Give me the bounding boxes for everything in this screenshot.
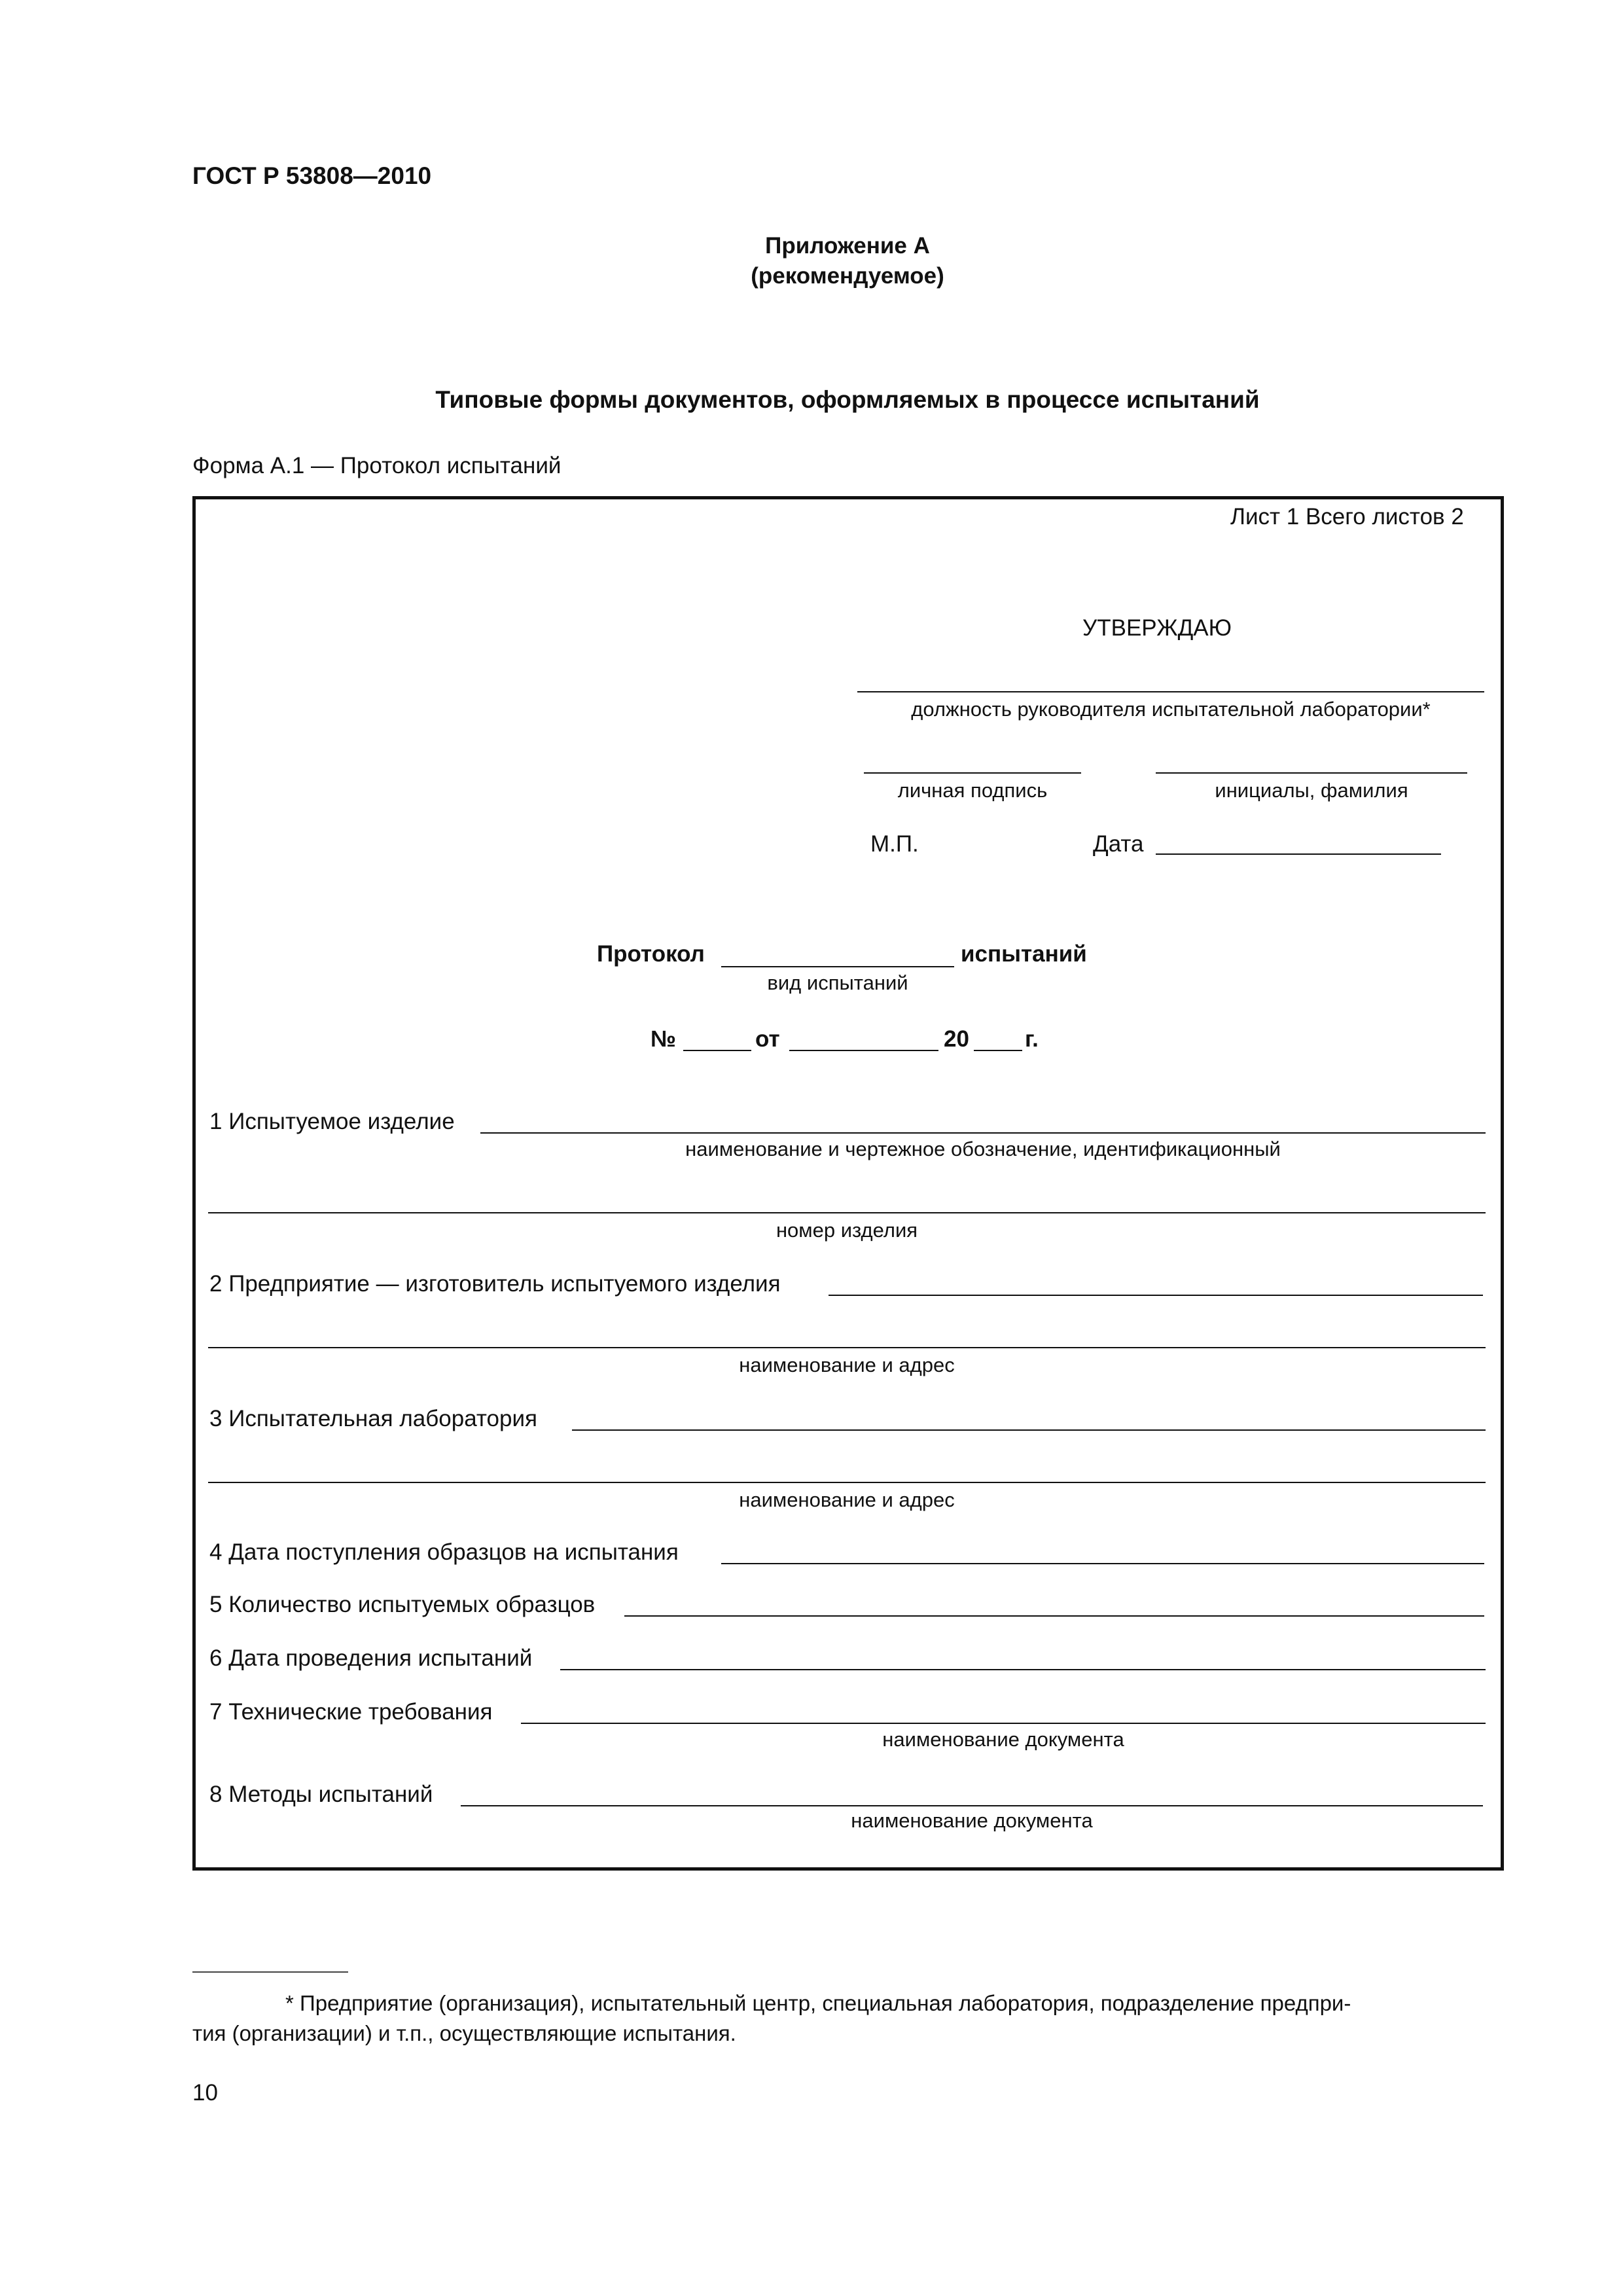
footnote-line-2: тия (организации) и т.п., осуществляющие испытания. [192,2021,736,2045]
item-1-caption-2: номер изделия [776,1219,918,1242]
protocol-date-line[interactable] [789,1050,938,1051]
footnote-line-1: * Предприятие (организация), испытательный центр, специальная лаборатория, подразделение предпри- [285,1991,1351,2015]
item-1-line[interactable] [480,1132,1486,1134]
position-caption: должность руководителя испытательной лаборатории* [911,698,1431,721]
seal-label: М.П. [870,831,919,857]
item-4-label: 4 Дата поступления образцов на испытания [209,1539,679,1565]
item-1-line-2[interactable] [208,1212,1486,1213]
name-caption: инициалы, фамилия [1215,779,1408,802]
section-title: Типовые формы документов, оформляемых в процессе испытаний [435,386,1260,413]
item-7-label: 7 Технические требования [209,1699,493,1725]
tests-label: испытаний [961,941,1087,967]
position-line[interactable] [857,691,1484,692]
item-3-line[interactable] [572,1429,1486,1431]
year-line[interactable] [974,1050,1022,1051]
sheet-info: Лист 1 Всего листов 2 [1230,504,1464,529]
item-2-label: 2 Предприятие — изготовитель испытуемого изделия [209,1271,781,1297]
item-4-line[interactable] [721,1563,1484,1564]
page-number: 10 [192,2080,218,2106]
item-3-label: 3 Испытательная лаборатория [209,1406,537,1431]
number-label: № [651,1026,677,1052]
item-7-caption: наименование документа [882,1728,1124,1751]
signature-line[interactable] [864,772,1081,774]
item-3-caption: наименование и адрес [739,1488,955,1511]
item-5-line[interactable] [624,1615,1484,1617]
signature-caption: личная подпись [897,779,1048,802]
year-suffix: г. [1025,1026,1039,1052]
item-2-caption: наименование и адрес [739,1354,955,1376]
item-7-line[interactable] [521,1723,1486,1724]
test-type-caption: вид испытаний [767,971,908,994]
item-6-line[interactable] [560,1669,1486,1670]
item-1-caption: наименование и чертежное обозначение, идентификационный [685,1138,1281,1160]
item-6-label: 6 Дата проведения испытаний [209,1645,533,1671]
number-line[interactable] [683,1050,751,1051]
form-caption: Форма А.1 — Протокол испытаний [192,453,562,478]
item-5-label: 5 Количество испытуемых образцов [209,1592,596,1617]
standard-id: ГОСТ Р 53808—2010 [192,162,432,189]
protocol-label: Протокол [597,941,705,967]
approve-label: УТВЕРЖДАЮ [1082,615,1232,641]
from-label: от [755,1026,780,1052]
item-2-line-2[interactable] [208,1347,1486,1348]
item-2-line[interactable] [829,1295,1483,1296]
item-3-line-2[interactable] [208,1482,1486,1483]
item-8-label: 8 Методы испытаний [209,1782,433,1807]
year-label: 20 [944,1026,969,1052]
name-line[interactable] [1156,772,1467,774]
appendix-title: Приложение А [765,233,930,259]
date-label: Дата [1093,831,1144,857]
appendix-status: (рекомендуемое) [751,263,944,289]
item-1-label: 1 Испытуемое изделие [209,1109,455,1134]
footnote-rule [192,1971,348,1973]
item-8-caption: наименование документа [851,1809,1093,1832]
test-type-line[interactable] [721,966,954,967]
approval-date-line[interactable] [1156,853,1441,855]
item-8-line[interactable] [461,1805,1483,1806]
